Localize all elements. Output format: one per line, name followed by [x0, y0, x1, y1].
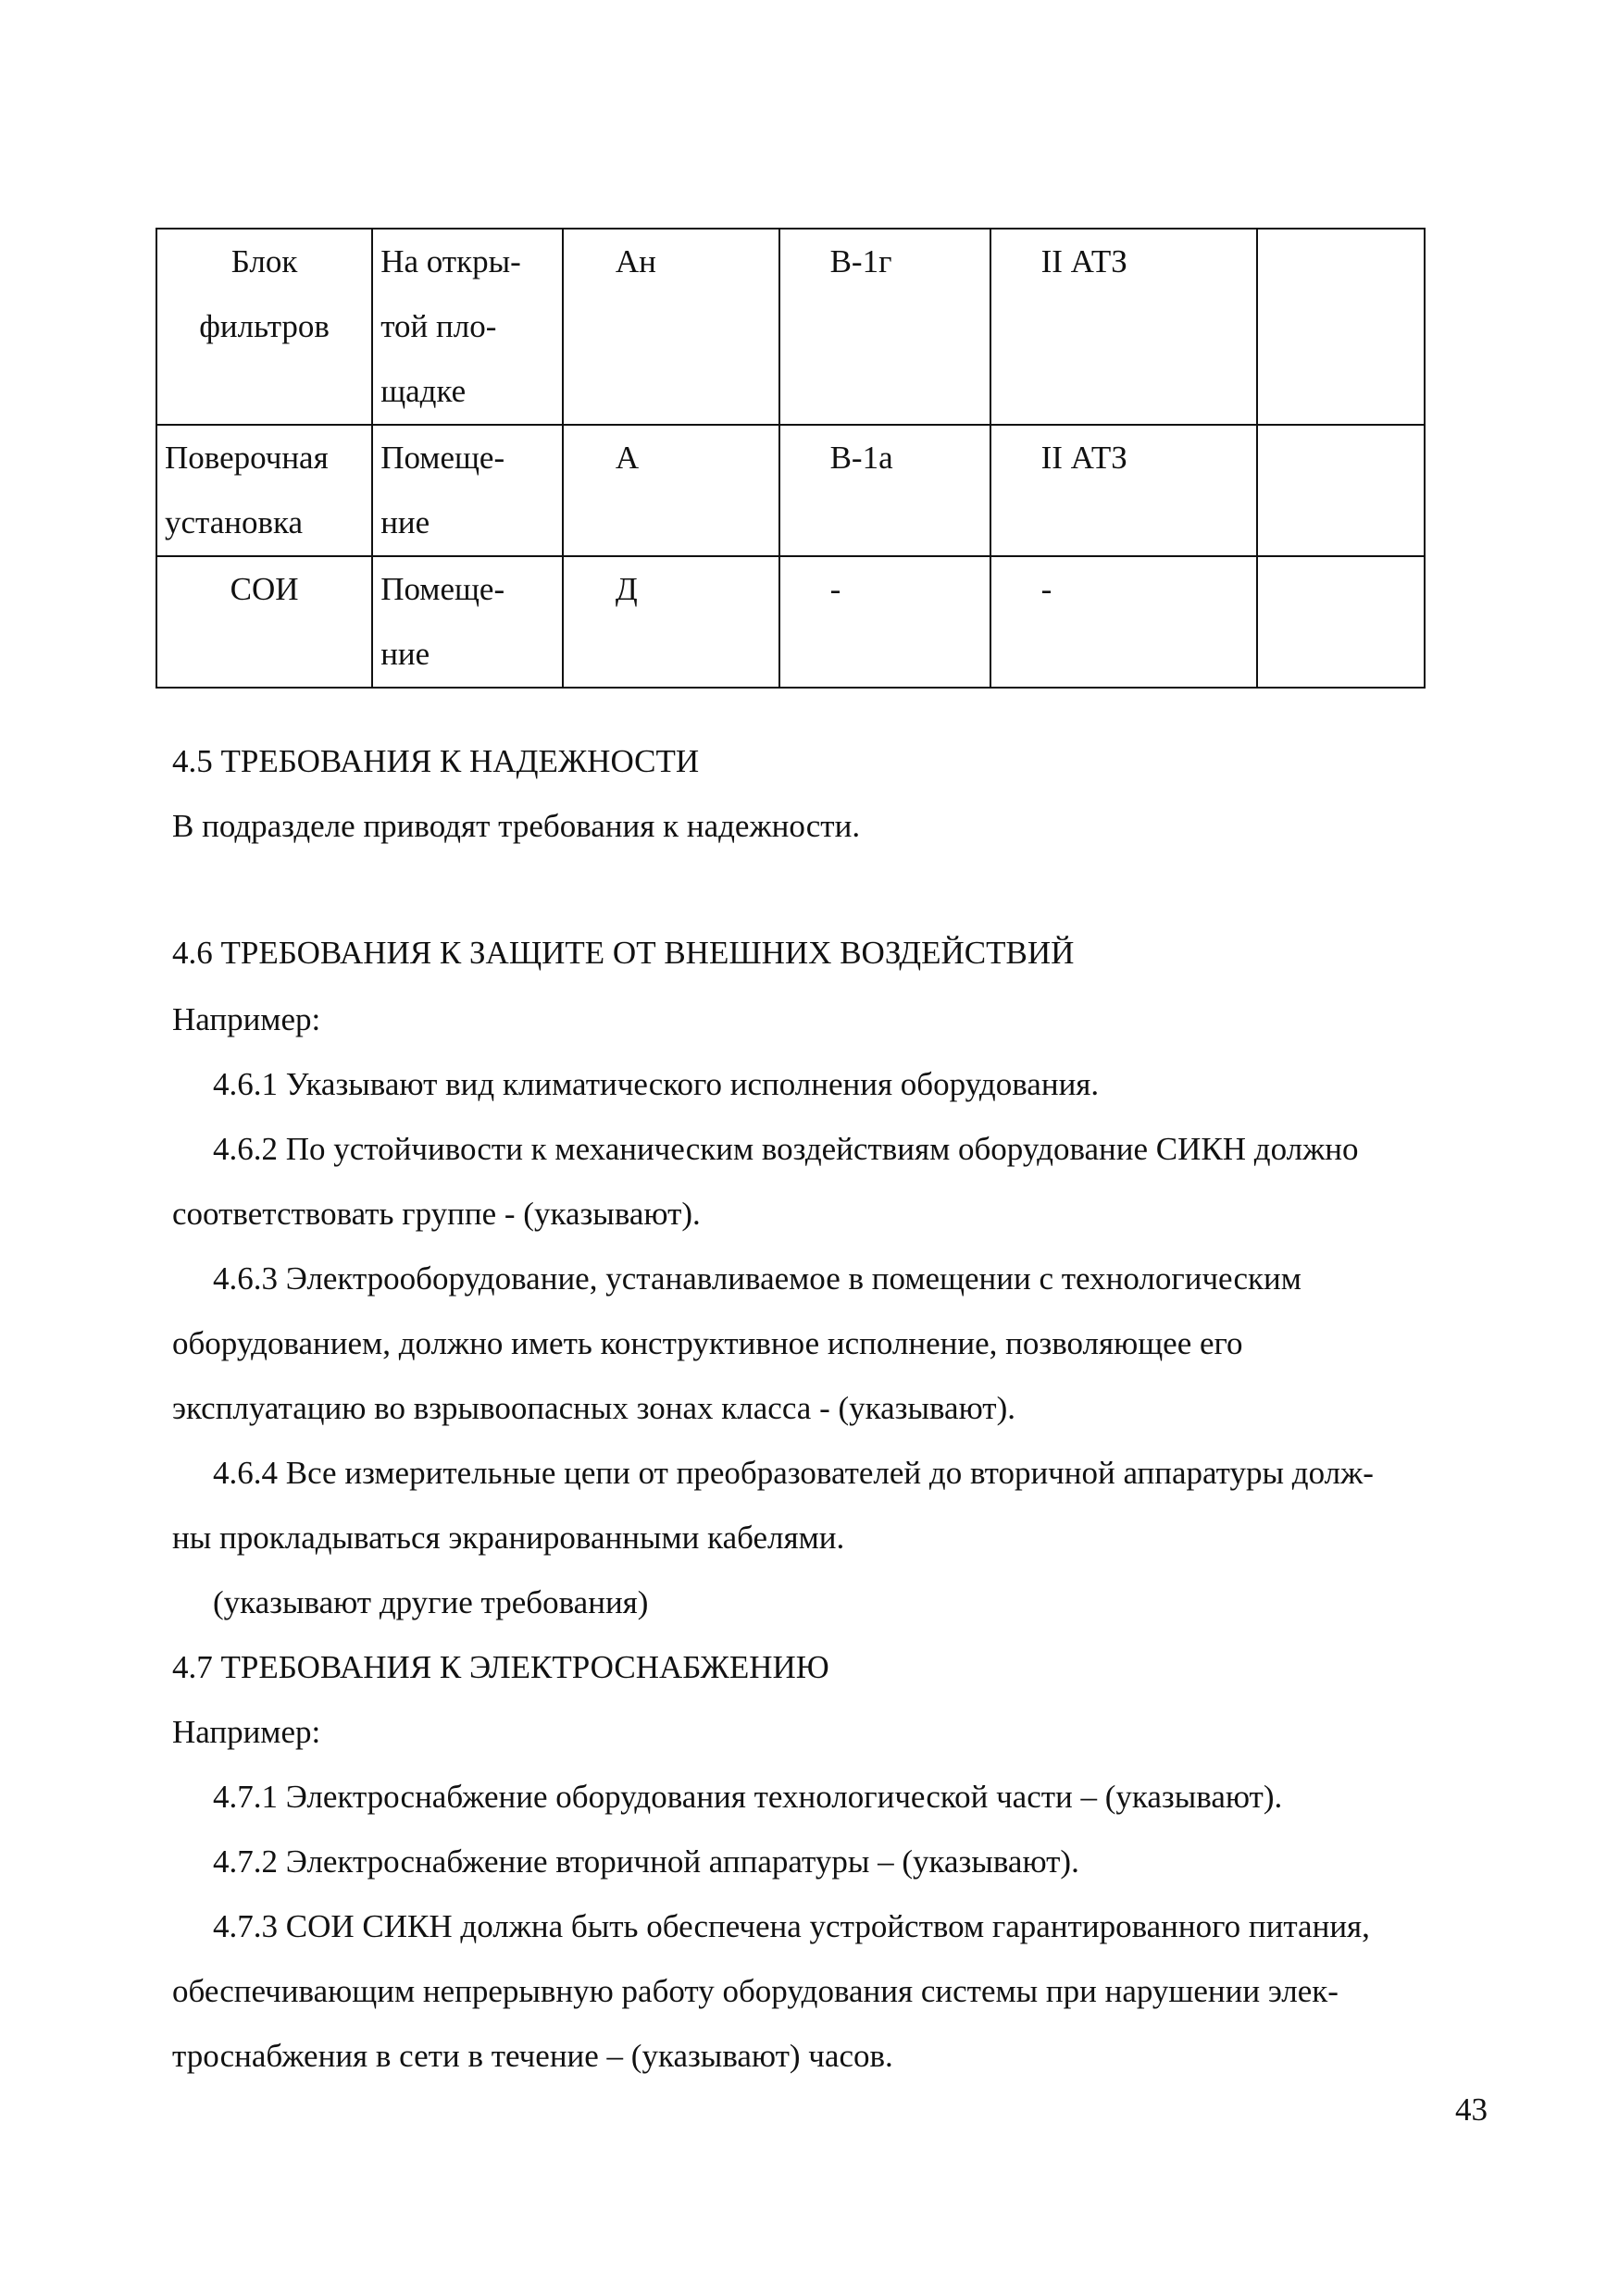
table-cell-name: Блок фильтров [156, 229, 372, 425]
table-row [156, 229, 1425, 425]
table-row [156, 425, 1425, 556]
table-cell-zone-class: В-1а [779, 425, 990, 556]
table-cell-extra [1257, 229, 1425, 425]
paragraph: соответствовать группе - (указывают). [172, 1196, 701, 1232]
table-row [156, 556, 1425, 688]
paragraph: 4.7.2 Электроснабжение вторичной аппаратуры – (указывают). [213, 1843, 1079, 1880]
paragraph: 4.6.1 Указывают вид климатического исполнения оборудования. [213, 1066, 1100, 1102]
table-cell-group: - [990, 556, 1258, 688]
paragraph: 4.6.4 Все измерительные цепи от преобразователей до вторичной аппаратуры долж- [213, 1455, 1374, 1491]
hazard-zones-table [156, 228, 1426, 689]
paragraph: В подразделе приводят требования к надежности. [172, 808, 861, 844]
paragraph: 4.6.3 Электрооборудование, устанавливаемое в помещении с технологическим [213, 1260, 1301, 1297]
table-cell-category: Ан [563, 229, 779, 425]
section-heading-reliability: 4.5 ТРЕБОВАНИЯ К НАДЕЖНОСТИ [172, 743, 700, 779]
table-cell-extra [1257, 425, 1425, 556]
table-cell-place: Помеще- ние [372, 425, 563, 556]
section-heading-power-supply: 4.7 ТРЕБОВАНИЯ К ЭЛЕКТРОСНАБЖЕНИЮ [172, 1649, 829, 1685]
table-cell-extra [1257, 556, 1425, 688]
table-cell-category: А [563, 425, 779, 556]
paragraph: 4.6.2 По устойчивости к механическим воздействиям оборудование СИКН должно [213, 1131, 1359, 1167]
table-cell-category: Д [563, 556, 779, 688]
table-cell-name: Поверочная установка [156, 425, 372, 556]
paragraph: оборудованием, должно иметь конструктивное исполнение, позволяющее его [172, 1325, 1243, 1361]
table-cell-zone-class: В-1г [779, 229, 990, 425]
section-heading-external-protection: 4.6 ТРЕБОВАНИЯ К ЗАЩИТЕ ОТ ВНЕШНИХ ВОЗДЕЙСТВИЙ [172, 935, 1075, 971]
paragraph: (указывают другие требования) [213, 1584, 649, 1620]
paragraph: эксплуатацию во взрывоопасных зонах класса - (указывают). [172, 1390, 1015, 1426]
paragraph: ны прокладываться экранированными кабелями. [172, 1520, 845, 1556]
table-cell-place: Помеще- ние [372, 556, 563, 688]
table-cell-group: II АТЗ [990, 229, 1258, 425]
table-cell-place: На откры- той пло- щадке [372, 229, 563, 425]
paragraph: троснабжения в сети в течение – (указывают) часов. [172, 2038, 893, 2074]
paragraph: обеспечивающим непрерывную работу оборудования системы при нарушении элек- [172, 1973, 1339, 2009]
paragraph: Например: [172, 1714, 321, 1750]
page-number: 43 [1455, 2091, 1488, 2128]
paragraph: 4.7.1 Электроснабжение оборудования технологической части – (указывают). [213, 1779, 1283, 1815]
table-cell-zone-class: - [779, 556, 990, 688]
table-cell-name: СОИ [156, 556, 372, 688]
paragraph: Например: [172, 1001, 321, 1037]
paragraph: 4.7.3 СОИ СИКН должна быть обеспечена устройством гарантированного питания, [213, 1908, 1370, 1944]
table-cell-group: II АТЗ [990, 425, 1258, 556]
